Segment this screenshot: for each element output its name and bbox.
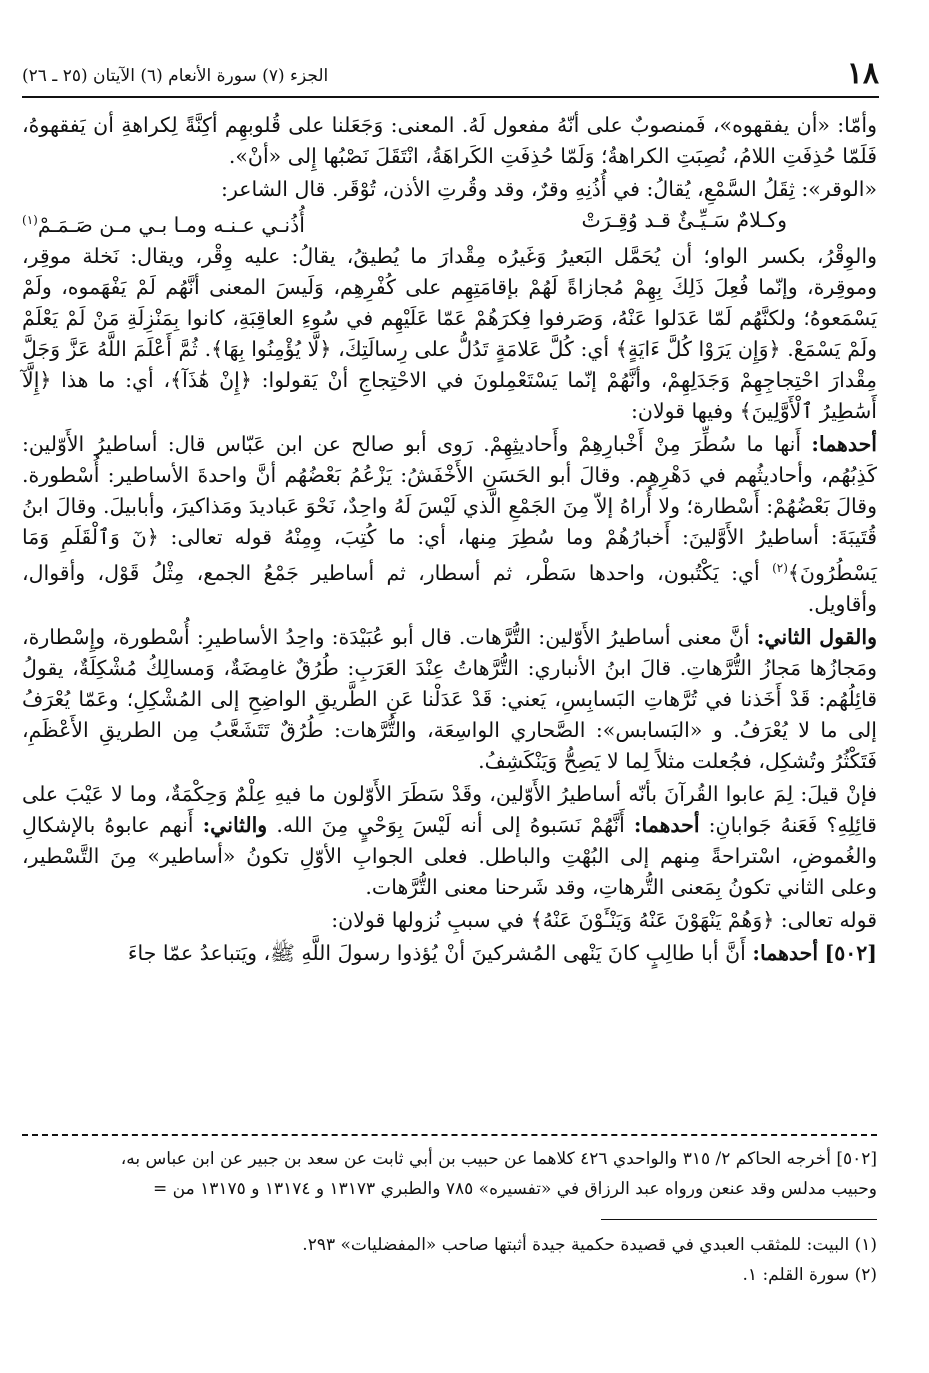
footnote-marker: (١) [22,213,38,227]
opinion-text-continued: أي: يَكْتُبون، واحدها سَطْر، ثم أسطار، ثم أساطير جَمْعُ الجمع، مِثْلُ قَوْل، وأقوال، وأقاويل. [22,560,877,616]
header-rule [22,96,879,98]
opinion-label: والقول الثاني: [756,624,877,649]
objection-text: فإنْ قيلَ: لِمَ عابوا القُرآنَ بأنّه أساطيرُ الأَوّلين، وقَدْ سَطَرَ الأَوّلون ما فيهِ عِلْمٌ وَحِكْمَةٌ، وما لا عَيْبَ على قائِلِهِ؟ فَعَنهُ جَوابانِ: [22,781,877,837]
hadith-takhrij-note [22,1144,877,1204]
hadith-number: [٥٠٢] [824,940,877,965]
opinion-text: أَنها ما سُطِّرَ مِنْ أَخْبارِهِمْ وأَحاديثِهِمْ. رَوى أبو صالح عن ابن عَبّاس قال: أساطيرُ الأَوّلين: كَذِبُهُم، وأحاديثُهم في دَهْرِهِم. وقالَ أبو الحَسَنِ الأَخْفَشُ: يَزْعُمُ بَعْضُهُم أنَّ واحدةَ الأساطير: أُسْطورة. وقالَ بَعْضُهُمْ: أَسْطارة؛ ولا أُراهُ إلاّ مِنَ الجَمْعِ الَّذي لَيْسَ لَهُ واحِدٌ، نَحْوَ عَباديدَ ومَذاكيرَ، وأبابيلَ. وقالَ ابنُ قُتَيبَةَ: أساطيرُ الأَوَّلينَ: أَخبارُهُمْ وما سُطِرَ مِنها، أي: ما كُتِبَ، وِمِنْهُ قوله تعالى: ﴿نٓ وَٱلْقَلَمِ وَمَا يَسْطُرُونَ﴾ [22,431,877,585]
main-text [22,110,877,969]
note-line: وحبيب مدلس وقد عنعن ورواه عبد الرزاق في «تفسيره» ٧٨٥ والطبري ١٣١٧٣ و ١٣١٧٤ و ١٣١٧٥ من = [153,1179,877,1199]
page-number: ١٨ [846,56,879,91]
paragraph: والوِقْرُ، بكسر الواو؛ أن يُحَمَّل البَعيرُ وَغَيرُه مِقْدارَ ما يُطيقُ، يقالُ: عليه وِقْر، ويقال: نَخلة موقِر، وموقِرة، وإنّما فُعِلَ ذَلِكَ بِهِمْ مُجازاةً لَهُمْ بإقامَتِهِم على كُفْرِهِم، وَلَيسَ المعنى أنَّهُم لَمْ يَفْهَموه، ولَمْ يَسْمَعوهُ؛ ولكنَّهُم لَمّا عَدَلوا عَنْهُ، وَصَرفوا فِكرَهُمْ عَمّا عَلَيْهِم في سُوءِ العاقِبَةِ، كانوا بِمَنْزِلَةِ مَنْ لَمْ يَعْلَمْ ولَمْ يَسْمَعْ. ﴿وَإِن يَرَوْا كُلَّ ءَايَةٍ﴾ أي: كُلَّ عَلامَةٍ تَدُلُّ على رِسالَتِكَ، ﴿لَّا يُؤْمِنُوا بِهَا﴾. ثُمَّ أَعْلَمَ اللَّهُ عَزَّ وَجَلَّ مِقْدارَ احْتِجاجِهِمْ وَجَدَلِهِمْ، وأنَّهُمْ إنّما يَسْتَعْمِلونَ في الاحْتِجاجِ أنْ يَقولوا: ﴿إِنْ هَٰذَآ﴾، أي: ما هذا ﴿إِلَّآ أَسَٰطِيرُ ٱلْأَوَّلِينَ﴾ وفيها قولان: [22,243,878,423]
footnote-rule [601,1219,877,1220]
hadith-entry [22,938,877,969]
answer-label-1: أحدهما: [633,812,700,837]
hadith-label: أحدهما: [752,940,819,965]
footnote-marker: (٢) [772,560,788,575]
paragraph: «الوقر»: ثِقَلُ السَّمْعِ، يُقالُ: في أُذُنِهِ وقرٌ، وقد وقُرتِ الأذن، تُوْقَر. قال الشاعر: [221,177,877,201]
opinion-label: أحدهما: [811,431,877,456]
verse-hemistich-2: أُذُنـي عـنـه ومـا بـي مـن صَـمَـمْ [37,212,305,237]
answer-text-2: أَنهم عابوهُ بالإشكالِ والغُموضِ، اسْتراحةً مِنهم إلى البُهْتِ والباطل. فعلى الجوابِ الأوّلِ تكونُ «أساطير» مِنَ التَّسْطير، وعلى الثاني تكونُ بِمَعنى التُّرهاتِ، وقد شَرحنا معنى التُّرَّهات. [22,812,877,899]
hadith-text: أَنَّ أبا طالِبٍ كانَ يَنْهى المُشركينَ أنْ يُؤذوا رسولَ اللَّهِ ﷺ، ويَتباعدُ عمّا جاءَ [127,940,746,965]
dashed-separator [22,1134,877,1136]
footnotes [22,1230,877,1290]
verse-commentary: قوله تعالى: ﴿وَهُمْ يَنْهَوْنَ عَنْهُ وَيَنْـَٔوْنَ عَنْهُ﴾ في سببِ نُزولها قولان: [331,907,877,932]
running-head: الجزء (٧) سورة الأنعام (٦) الآيتان (٢٥ ـ ٢٦) [22,66,329,86]
footnote: (١) البيت: للمثقب العبدي في قصيدة حكمية جيدة أثبتها صاحب «المفضليات» ٢٩٣. [302,1235,877,1255]
paragraph: وأمّا: «أن يفقهوه»، فَمنصوبٌ على أنّهُ مفعول لَهُ. المعنى: وَجَعَلنا على قُلوبهِم أكِنَّةً لِكراهةِ أن يَفقهوهُ، فَلَمّا حُذِفَتِ اللامُ، نُصِبَتِ الكراهةُ؛ وَلَمّا حُذِفَتِ الكَراهَةُ، انْتَقَلَ نَصْبُها إِلى «أنْ». [22,113,877,168]
answer-text-1: أَنَّهُمْ نَسَبوهُ إلى أنه لَيْسَ بِوَحْيٍ مِنَ الله. [276,812,625,837]
note-line: [٥٠٢] أخرجه الحاكم ٢/ ٣١٥ والواحدي ٤٢٦ كلاهما عن حبيب بن أبي ثابت عن سعد بن جبير عن ابن عباس به، [120,1149,877,1169]
verse-hemistich-1: وكـلامٌ سَـيِّـئٌ قـد وُقِـرَتْ [581,208,787,232]
opinion-text: أنَّ معنى أساطيرُ الأَوّلين: التُّرَّهات. قال أبو عُبَيْدَة: واحِدُ الأساطيرِ: أُسْطورة، وإِسْطارة، ومَجازُها مَجازُ التُّرَّهاتِ. قالَ ابنُ الأنباري: التُّرَّهاتُ عِنْدَ العَرَبِ: طُرُقٌ غامِضَةٌ، وَمسالِكُ مُشْكِلَةٌ، يقولُ قائِلُهُم: قَدْ أَخَذنا في تُرَّهاتِ البَسابِسِ، يَعني: قَدْ عَدَلْنا عَنِ الطَّريقِ الواضِحِ إلى المُشْكِلِ؛ وعَمّا يُعْرَفُ إلى ما لا يُعْرَفُ. و «البَسابس»: الصَّحاري الواسِعَة، والتُّرَّهات: طُرُقٌ تَتَشَعَّبُ مِن الطريقِ الأَعْظَمِ، فَتَكْثُرُ وتُشكِل، فجُعلت مثلاً لِما لا يَصِحُّ وَيَنْكَشِفُ. [22,624,877,773]
poetry-verse [22,205,877,241]
opinion-one [22,429,877,620]
page-header [22,52,879,94]
objection-paragraph [22,779,877,903]
answer-label-2: والثاني: [202,812,268,837]
footnote: (٢) سورة القلم: ١. [742,1265,877,1285]
opinion-two [22,622,877,777]
